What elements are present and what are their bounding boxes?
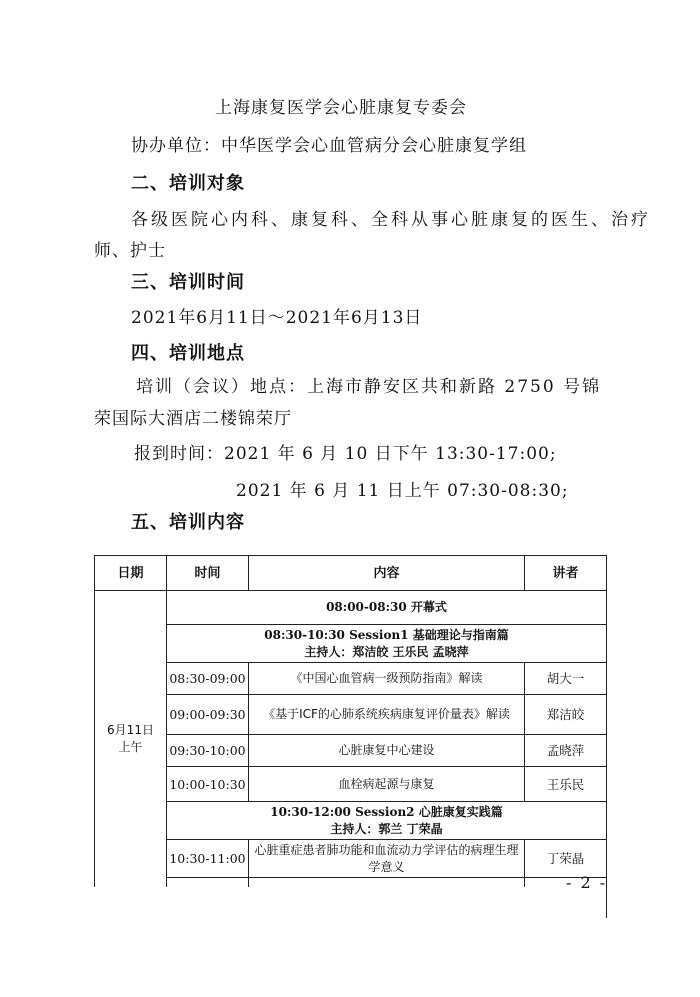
row-time: 09:30-10:00 [167, 735, 249, 767]
audience-heading: 二、培训对象 [131, 173, 245, 194]
session1-hosts: 主持人：郑洁皎 王乐民 孟晓萍 [304, 644, 469, 659]
co-organizer-line: 协办单位：中华医学会心血管病分会心脏康复学组 [131, 136, 527, 156]
content-heading: 五、培训内容 [131, 512, 245, 533]
row-topic: 《中国心血管病一级预防指南》解读 [249, 663, 525, 695]
row-topic: 心脏重症患者肺功能和血流动力学评估的病理生理学意义 [249, 840, 525, 878]
table-header-row [95, 556, 607, 591]
location-text-line2: 荣国际大酒店二楼锦荣厅 [94, 409, 292, 429]
session1-title: 08:30-10:30 Session1 基础理论与指南篇 [264, 627, 509, 642]
row-topic: 血栓病起源与康复 [249, 767, 525, 802]
organizer-line: 上海康复医学会心脏康复专委会 [215, 98, 467, 118]
table-row [95, 625, 607, 663]
table-row [95, 802, 607, 840]
registration-line1: 报到时间：2021 年 6 月 10 日下午 13:30-17:00; [134, 444, 557, 464]
row-topic: 《基于ICF的心肺系统疾病康复评价量表》解读 [249, 695, 525, 735]
audience-text-line1: 各级医院心内科、康复科、全科从事心脏康复的医生、治疗 [131, 210, 651, 230]
table-row [95, 735, 607, 767]
row-time: 08:30-09:00 [167, 663, 249, 695]
date-line2: 上午 [118, 740, 143, 754]
table-row [95, 840, 607, 878]
header-content: 内容 [249, 556, 525, 591]
session2-hosts: 主持人：郭兰 丁荣晶 [330, 821, 443, 836]
schedule-table [94, 555, 607, 918]
page-bottom-mask [94, 887, 606, 997]
page-number: - 2 - [566, 873, 608, 892]
row-time: 10:30-11:00 [167, 840, 249, 878]
session2-cell [167, 802, 607, 840]
row-speaker: 王乐民 [525, 767, 607, 802]
opening-cell: 08:00-08:30 开幕式 [167, 591, 607, 625]
date-line1: 6月11日 [107, 723, 154, 737]
audience-text-line2: 师、护士 [94, 241, 166, 261]
session1-cell [167, 625, 607, 663]
row-speaker: 孟晓萍 [525, 735, 607, 767]
header-time: 时间 [167, 556, 249, 591]
table-row [95, 591, 607, 625]
row-speaker: 郑洁皎 [525, 695, 607, 735]
header-speaker: 讲者 [525, 556, 607, 591]
row-time: 09:00-09:30 [167, 695, 249, 735]
table-row [95, 767, 607, 802]
time-heading: 三、培训时间 [131, 272, 245, 293]
time-text: 2021年6月11日～2021年6月13日 [131, 308, 423, 328]
row-speaker: 丁荣晶 [525, 840, 607, 878]
row-topic: 心脏康复中心建设 [249, 735, 525, 767]
row-speaker: 胡大一 [525, 663, 607, 695]
table-row [95, 695, 607, 735]
row-time: 10:00-10:30 [167, 767, 249, 802]
location-heading: 四、培训地点 [131, 343, 245, 364]
header-date: 日期 [95, 556, 167, 591]
location-text-line1: 培训（会议）地点：上海市静安区共和新路 2750 号锦 [136, 377, 602, 397]
session2-title: 10:30-12:00 Session2 心脏康复实践篇 [270, 804, 503, 819]
date-cell [95, 591, 167, 918]
table-row [95, 663, 607, 695]
registration-line2: 2021 年 6 月 11 日上午 07:30-08:30; [236, 481, 569, 501]
